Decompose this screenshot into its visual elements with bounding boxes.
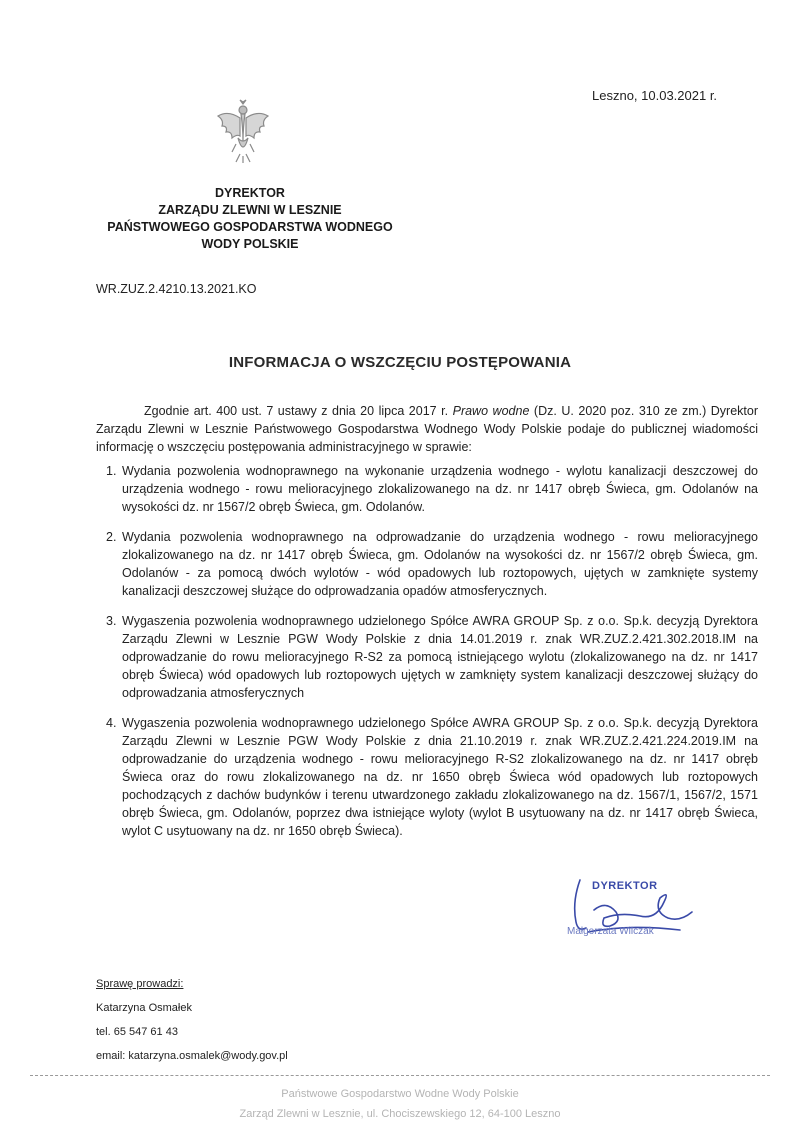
- authority-line-4: WODY POLSKIE: [201, 237, 299, 251]
- intro-part-2: (Dz. U. 2020 poz. 310 ze zm.) Dyrektor Zarządu Zlewni w Lesznie Państwowego Gospodarstwa Wodnego Wody Polskie podaje do publicznej wiadomości informację o wszczęciu postępowania administracyjnego w sprawie:: [96, 404, 759, 454]
- item-text: Wydania pozwolenia wodnoprawnego na odprowadzanie do urządzenia wodnego - rowu melioracyjnego zlokalizowanego na dz. nr 1417 obręb Świeca, gm. Odolanów na wysokości dz. nr 1567/2 obręb Świeca, gm. Odolanów - za pomocą dwóch wylotów - wód opadowych lub roztopowych, ujętych w zamknięte systemy kanalizacji deszczowej służące do odprowadzania opadów atmosferycznych.: [122, 530, 758, 598]
- items-list: [96, 462, 758, 852]
- item-number: 1.: [106, 464, 117, 478]
- footer: [0, 1084, 800, 1124]
- contact-block: [96, 972, 288, 1068]
- item-number: 2.: [106, 530, 117, 544]
- item-text: Wydania pozwolenia wodnoprawnego na wykonanie urządzenia wodnego - wylotu kanalizacji deszczowej do urządzenia wodnego - rowu melioracyjnego zlokalizowanego na dz. nr 1417 obręb Świeca, gm. Odolanów na wysokości dz. nr 1567/2 obręb Świeca, gm. Odolanów.: [122, 464, 758, 514]
- authority-block: [60, 185, 440, 253]
- contact-phone: tel. 65 547 61 43: [96, 1026, 178, 1038]
- contact-name: Katarzyna Osmałek: [96, 1002, 192, 1014]
- signature-stamp-title: DYREKTOR: [592, 880, 658, 892]
- authority-line-2: ZARZĄDU ZLEWNI W LESZNIE: [158, 203, 342, 217]
- document-title: INFORMACJA O WSZCZĘCIU POSTĘPOWANIA: [228, 354, 572, 371]
- contact-heading: Sprawę prowadzi:: [96, 978, 184, 990]
- reference-number: WR.ZUZ.2.4210.13.2021.KO: [96, 282, 257, 296]
- law-name: Prawo wodne: [452, 404, 530, 418]
- list-item: [96, 714, 758, 840]
- list-item: [96, 528, 758, 600]
- footer-line-2: Zarząd Zlewni w Lesznie, ul. Chociszewskiego 12, 64-100 Leszno: [239, 1108, 561, 1120]
- footer-line-1: Państwowe Gospodarstwo Wodne Wody Polskie: [281, 1088, 519, 1100]
- place-date: Leszno, 10.03.2021 r.: [592, 88, 718, 103]
- list-item: [96, 612, 758, 702]
- intro-paragraph: [96, 402, 758, 456]
- polish-eagle-emblem-icon: [214, 98, 272, 164]
- item-text: Wygaszenia pozwolenia wodnoprawnego udzielonego Spółce AWRA GROUP Sp. z o.o. Sp.k. decyzją Dyrektora Zarządu Zlewni w Lesznie PGW Wody Polskie z dnia 14.01.2019 r. znak WR.ZUZ.2.421.302.2018.IM na odprowadzanie do rowu melioracyjnego R-S2 za pomocą istniejącego wylotu (zlokalizowanego na dz. nr 1417 obręb Świeca) wód opadowych lub roztopowych ujętych w zamknięty system kanalizacji deszczowej służący do odprowadzania atmosferycznych: [122, 614, 758, 700]
- intro-text: [96, 402, 758, 456]
- item-text: Wygaszenia pozwolenia wodnoprawnego udzielonego Spółce AWRA GROUP Sp. z o.o. Sp.k. decyzją Dyrektora Zarządu Zlewni w Lesznie PGW Wody Polskie z dnia 21.10.2019 r. znak WR.ZUZ.2.421.224.2019.IM na odprowadzanie do urządzenia wodnego - rowu melioracyjnego R-S2 zlokalizowanego na dz. nr 1417 obręb Świeca oraz do rowu zlokalizowanego na dz. nr 1650 obręb Świeca wód opadowych lub roztopowych pochodzących z dachów budynków i terenu utwardzonego zakładu zlokalizowanego na dz. 1567/1, 1567/2, 1571 obręb Świeca, gm. Odolanów, poprzez dwa istniejące wyloty (wylot B usytuowany na dz. nr 1417 obręb Świeca, wylot C usytuowany na dz. nr 1650 obręb Świeca).: [122, 716, 758, 838]
- list-item: [96, 462, 758, 516]
- item-number: 3.: [106, 614, 117, 628]
- item-number: 4.: [106, 716, 117, 730]
- contact-email: email: katarzyna.osmalek@wody.gov.pl: [96, 1050, 288, 1062]
- authority-line-1: DYREKTOR: [215, 186, 285, 200]
- authority-line-3: PAŃSTWOWEGO GOSPODARSTWA WODNEGO: [107, 220, 393, 234]
- intro-part-1: Zgodnie art. 400 ust. 7 ustawy z dnia 20 lipca 2017 r.: [144, 404, 453, 418]
- footer-divider: [30, 1075, 770, 1076]
- signature-stamp-name: Małgorzata Wilczak: [567, 926, 654, 937]
